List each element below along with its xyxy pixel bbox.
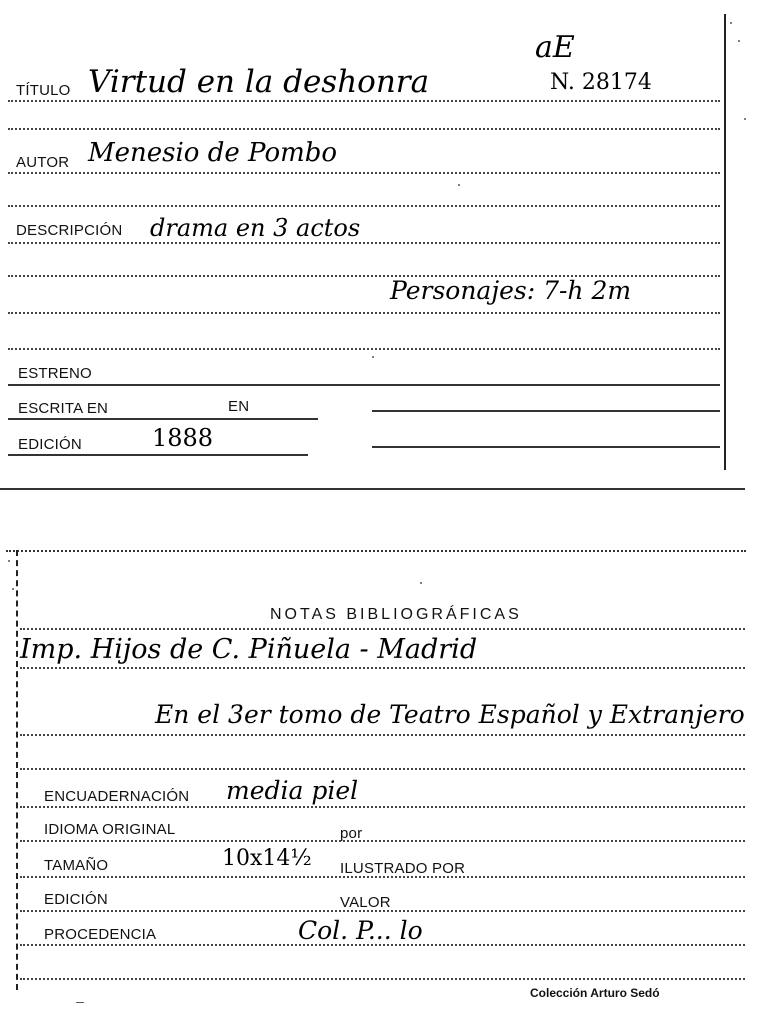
- tamano-value: 10x14½: [222, 846, 312, 871]
- por-label: por: [340, 825, 363, 842]
- card-bottom-border: [0, 488, 745, 490]
- catalog-card-back: [0, 540, 759, 1028]
- edicion-back-label: EDICIÓN: [44, 891, 108, 908]
- notas-rule: [20, 628, 745, 630]
- edicion-label: EDICIÓN: [18, 436, 82, 453]
- procedencia-value: Col. P... lo: [298, 916, 423, 945]
- autor-label: AUTOR: [16, 154, 70, 171]
- scan-speck: [730, 22, 732, 24]
- descripcion-rule: [8, 242, 720, 244]
- edicion-value: 1888: [152, 424, 214, 452]
- note-line-2: En el 3er tomo de Teatro Español y Extranjero: [155, 700, 745, 729]
- scan-speck: [12, 588, 14, 590]
- personajes-rule: [8, 312, 720, 314]
- note-rule-2: [20, 734, 745, 736]
- scan-speck: [8, 560, 10, 562]
- autor-value: Menesio de Pombo: [88, 138, 338, 168]
- en-label: EN: [228, 398, 250, 415]
- note-rule-3: [20, 768, 745, 770]
- note-rule-1: [20, 667, 745, 669]
- ilustrado-por-label: ILUSTRADO POR: [340, 860, 466, 877]
- estreno-label: ESTRENO: [18, 365, 92, 382]
- titulo-rule: [8, 100, 720, 102]
- catalog-card-front: [0, 0, 759, 492]
- note-line-1: Imp. Hijos de C. Piñuela - Madrid: [20, 634, 478, 665]
- card-top-border: [6, 550, 746, 552]
- procedencia-label: PROCEDENCIA: [44, 926, 157, 943]
- idioma-rule: [20, 840, 745, 842]
- scan-speck: [458, 184, 460, 186]
- titulo-value: Virtud en la deshonra: [88, 64, 430, 100]
- edicion-rule-left: [8, 454, 308, 456]
- estreno-rule: [8, 384, 720, 386]
- scan-speck: [420, 582, 422, 584]
- escrita-rule-left: [8, 418, 318, 420]
- edicion-rule-right: [372, 446, 720, 448]
- valor-label: VALOR: [340, 894, 391, 911]
- encuadernacion-value: media piel: [226, 776, 359, 805]
- catalog-number: N. 28174: [550, 70, 652, 95]
- scan-speck: [76, 1002, 84, 1003]
- card-right-border: [724, 14, 726, 470]
- titulo-label: TÍTULO: [16, 82, 71, 99]
- rule-2: [8, 128, 720, 130]
- bottom-rule: [20, 978, 745, 980]
- procedencia-rule: [20, 944, 745, 946]
- card-left-border: [16, 550, 18, 990]
- rule-4: [8, 205, 720, 207]
- descripcion-label: DESCRIPCIÓN: [16, 222, 123, 239]
- escrita-rule-right: [372, 410, 720, 412]
- tamano-rule: [20, 876, 745, 878]
- encuadernacion-rule: [20, 806, 745, 808]
- collection-footer: Colección Arturo Sedó: [530, 986, 660, 1000]
- notas-heading: NOTAS BIBLIOGRÁFICAS: [270, 606, 522, 623]
- idioma-original-label: IDIOMA ORIGINAL: [44, 821, 176, 838]
- edicion-back-rule: [20, 910, 745, 912]
- rule-8: [8, 348, 720, 350]
- descripcion-value: drama en 3 actos: [150, 214, 361, 242]
- autor-rule: [8, 172, 720, 174]
- scan-speck: [372, 356, 374, 358]
- tamano-label: TAMAÑO: [44, 857, 109, 874]
- encuadernacion-label: ENCUADERNACIÓN: [44, 788, 190, 805]
- scan-speck: [744, 118, 746, 120]
- escrita-en-label: ESCRITA EN: [18, 400, 109, 417]
- corner-mark: aE: [535, 30, 575, 65]
- personajes-value: Personajes: 7-h 2m: [390, 276, 632, 305]
- scan-speck: [738, 40, 740, 42]
